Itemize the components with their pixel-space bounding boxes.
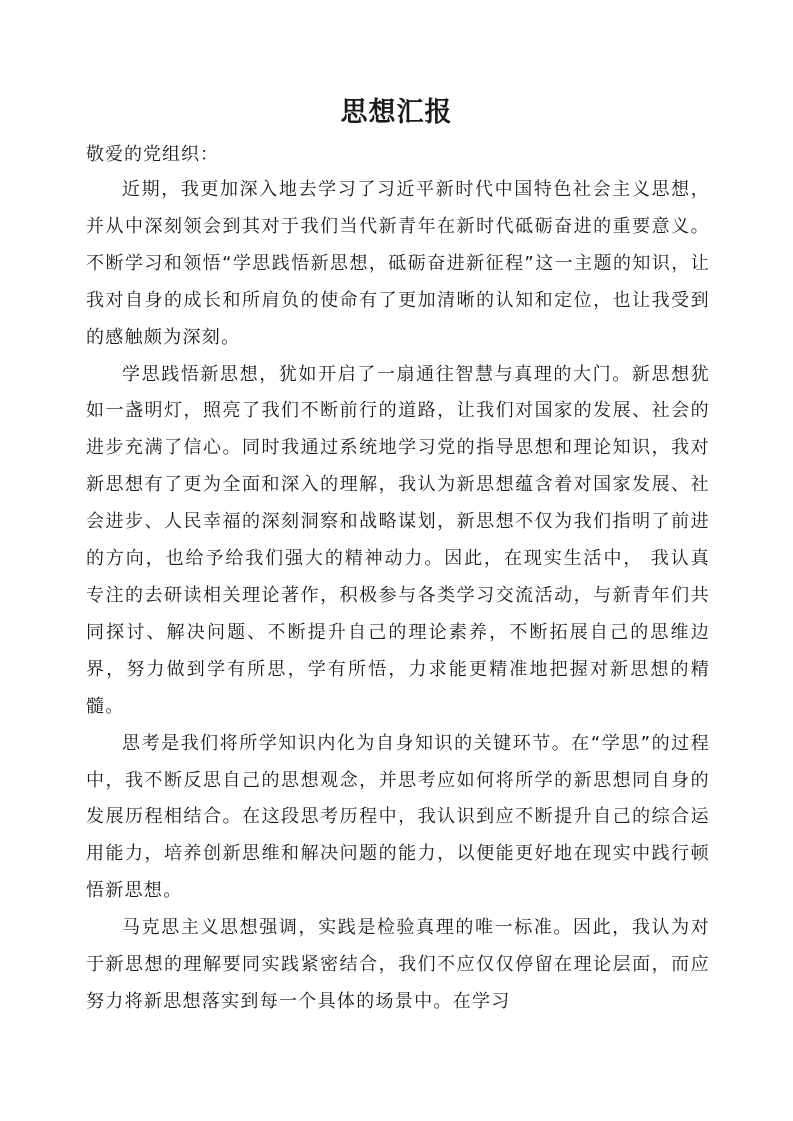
paragraph: 马克思主义思想强调，实践是检验真理的唯一标准。因此，我认为对于新思想的理解要同实践紧密结合，我们不应仅仅停留在理论层面，而应努力将新思想落实到每一个具体的场景中。在学习	[86, 917, 710, 1012]
salutation: 敬爱的党组织：	[86, 144, 219, 165]
document-body	[86, 172, 710, 1021]
document-title: 思想汇报	[340, 97, 453, 128]
paragraph: 学思践悟新思想，犹如开启了一扇通往智慧与真理的大门。新思想犹如一盏明灯，照亮了我们不断前行的道路，让我们对国家的发展、社会的进步充满了信心。同时我通过系统地学习党的指导思想和理论知识，我对新思想有了更为全面和深入的理解，我认为新思想蕴含着对国家发展、社会进步、人民幸福的深刻洞察和战略谋划，新思想不仅为我们指明了前进的方向，也给予给我们强大的精神动力。因此，在现实生活中， 我认真专注的去研读相关理论著作，积极参与各类学习交流活动，与新青年们共同探讨、解决问题、不断提升自己的理论素养，不断拓展自己的思维边界，努力做到学有所思，学有所悟，力求能更精准地把握对新思想的精髓。	[86, 363, 710, 717]
paragraph: 思考是我们将所学知识内化为自身知识的关键环节。在“学思”的过程中，我不断反思自己的思想观念，并思考应如何将所学的新思想同自身的发展历程相结合。在这段思考历程中，我认识到应不断提升自己的综合运用能力，培养创新思维和解决问题的能力，以便能更好地在现实中践行顿悟新思想。	[86, 732, 710, 902]
paragraph: 近期，我更加深入地去学习了习近平新时代中国特色社会主义思想，并从中深刻领会到其对于我们当代新青年在新时代砥砺奋进的重要意义。不断学习和领悟“学思践悟新思想，砥砺奋进新征程”这一主题的知识，让我对自身的成长和所肩负的使命有了更加清晰的认知和定位，也让我受到的感触颇为深刻。	[86, 179, 710, 348]
